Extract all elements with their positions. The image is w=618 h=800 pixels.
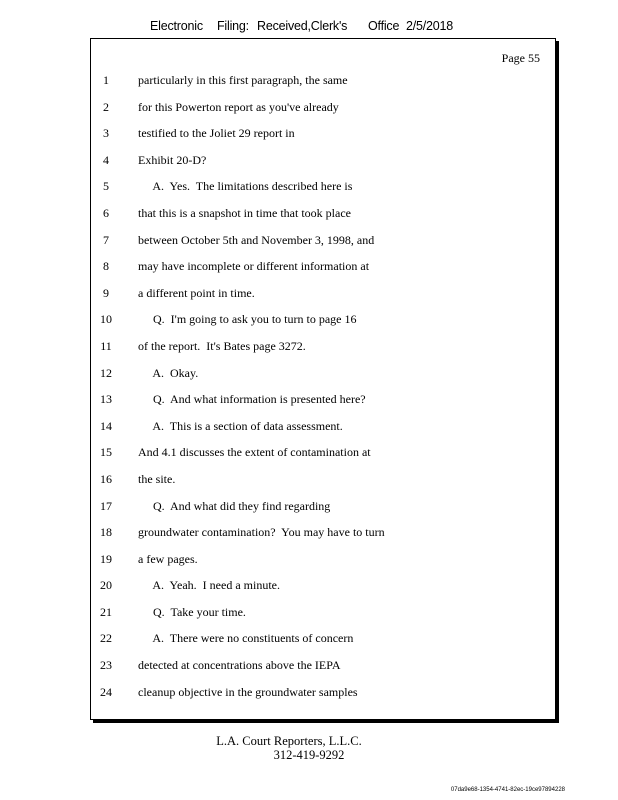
line-text: may have incomplete or different information at [138,259,370,274]
line-text: A. This is a section of data assessment. [138,418,343,433]
line-text: between October 5th and November 3, 1998, and [138,232,375,247]
line-number: 18 [100,525,112,540]
line-number: 9 [103,285,109,300]
transcript-page [90,38,556,720]
line-number: 1 [103,73,109,87]
transcript-line [91,499,555,526]
transcript-line [91,658,555,685]
header-office: Office [368,19,400,33]
line-number: 7 [103,232,109,247]
line-text: that this is a snapshot in time that took place [138,205,351,220]
line-text: testified to the Joliet 29 report in [138,126,295,141]
line-number: 2 [103,99,109,114]
line-text: And 4.1 discusses the extent of contamination at [138,445,371,460]
header-electronic: Electronic [150,19,203,33]
line-number: 21 [100,604,112,619]
transcript-line [91,392,555,419]
line-text: Q. And what did they find regarding [138,498,331,513]
line-text: the site. [138,471,176,486]
line-number: 14 [100,418,112,433]
transcript-lines [91,73,555,711]
transcript-line [91,445,555,472]
line-number: 11 [100,338,112,353]
transcript-line [91,233,555,260]
line-number: 6 [103,205,109,220]
transcript-line [91,552,555,579]
transcript-line [91,259,555,286]
transcript-line [91,339,555,366]
transcript-line [91,100,555,127]
line-text: Q. I'm going to ask you to turn to page 16 [138,312,357,327]
footer-phone: 312-419-9292 [273,748,345,762]
transcript-line [91,472,555,499]
line-text: groundwater contamination? You may have to turn [138,525,385,540]
footer-company: L.A. Court Reporters, L.L.C. [216,734,362,748]
transcript-line [91,153,555,180]
document-id: 07da9e68-1354-4741-82ec-19ce97894228 [450,787,565,793]
transcript-line [91,366,555,393]
line-text: A. Okay. [138,365,199,380]
line-text: for this Powerton report as you've already [138,99,339,114]
line-text: particularly in this first paragraph, the same [138,73,348,87]
header-received: Received,Clerk's [257,19,348,33]
line-text: Q. And what information is presented here? [138,392,366,407]
line-text: of the report. It's Bates page 3272. [138,338,306,353]
line-number: 8 [103,259,109,274]
transcript-line [91,312,555,339]
line-text: a few pages. [138,551,198,566]
line-text: a different point in time. [138,285,255,300]
transcript-line [91,631,555,658]
line-text: detected at concentrations above the IEPA [138,658,341,673]
transcript-line [91,685,555,712]
line-text: cleanup objective in the groundwater samples [138,684,358,699]
page-number: Page 55 [501,51,540,65]
transcript-line [91,578,555,605]
line-number: 17 [100,498,112,513]
line-number: 13 [100,392,112,407]
header-date: 2/5/2018 [406,19,454,33]
line-number: 10 [100,312,112,327]
line-text: Q. Take your time. [138,604,246,619]
transcript-line [91,286,555,313]
transcript-line [91,419,555,446]
line-number: 19 [100,551,112,566]
line-text: A. There were no constituents of concern [138,631,354,646]
line-number: 20 [100,578,112,593]
header-filing: Filing: [217,19,249,33]
line-number: 22 [100,631,112,646]
line-number: 23 [100,658,112,673]
line-number: 24 [100,684,112,699]
transcript-line [91,73,555,100]
transcript-line [91,126,555,153]
line-number: 5 [103,179,109,194]
line-number: 15 [100,445,112,460]
transcript-line [91,206,555,233]
line-number: 3 [103,126,109,141]
line-text: A. Yes. The limitations described here is [138,179,353,194]
line-text: A. Yeah. I need a minute. [138,578,280,593]
line-number: 12 [100,365,112,380]
line-text: Exhibit 20-D? [138,152,207,167]
transcript-line [91,605,555,632]
transcript-line [91,179,555,206]
line-number: 4 [103,152,109,167]
transcript-line [91,525,555,552]
line-number: 16 [100,471,112,486]
